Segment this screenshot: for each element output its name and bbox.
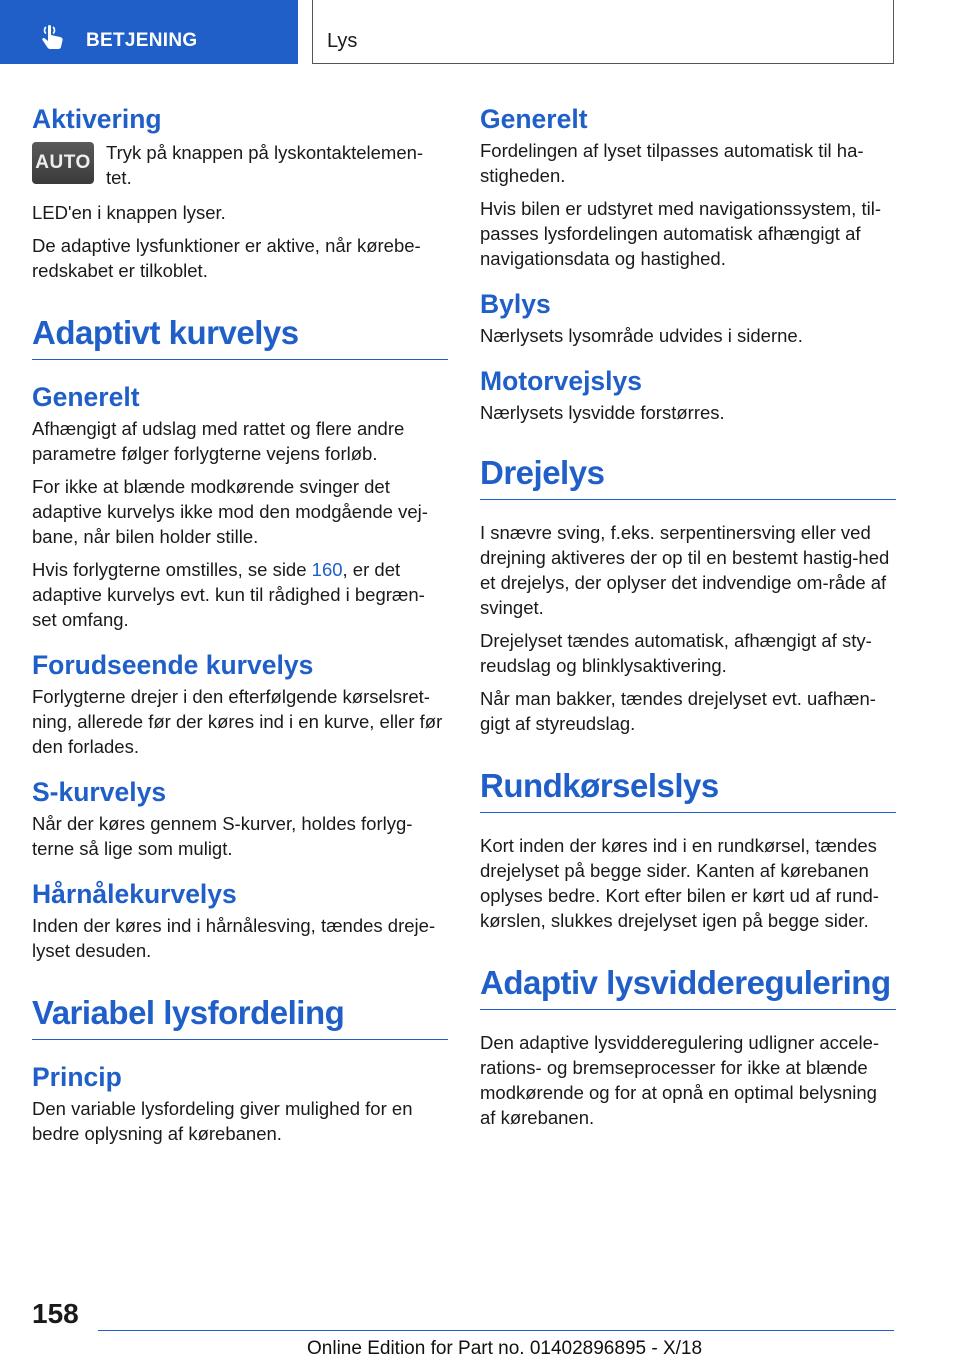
heading-forudseende-kurvelys: Forudseende kurvelys	[32, 650, 314, 680]
paragraph: Den variable lysfordeling giver mulighed for en bedre oplysning af kørebanen.	[32, 1098, 413, 1144]
text: , er det adaptive kurvelys evt. kun til rådighed i begræn-set omfang.	[32, 559, 425, 630]
section-tab[interactable]	[0, 0, 298, 64]
title-variabel-lysfordeling: Variabel lysfordeling	[32, 989, 448, 1040]
chapter-header	[312, 0, 894, 64]
heading-generelt: Generelt	[480, 104, 588, 134]
heading-haarnaalekurvelys: Hårnålekurvelys	[32, 879, 237, 909]
heading-motorvejslys: Motorvejslys	[480, 366, 643, 396]
footer-edition: Online Edition for Part no. 01402896895 - X/18	[307, 1338, 703, 1359]
heading-generelt: Generelt	[32, 382, 140, 412]
heading-bylys: Bylys	[480, 289, 551, 319]
paragraph: Den adaptive lysvidderegulering udligner accele-rations- og bremseprocesser for ikke at blænde modkørende og for at opnå en optimal belysning af kørebanen.	[480, 1032, 880, 1128]
section-label: BETJENING	[86, 30, 198, 51]
left-column	[32, 100, 448, 1154]
heading-princip: Princip	[32, 1062, 122, 1092]
title-adaptiv-lysvidderegulering: Adaptiv lysvidderegulering	[480, 959, 896, 1010]
title-drejelys: Drejelys	[480, 449, 896, 500]
chapter-label: Lys	[327, 30, 358, 52]
page-link[interactable]: 160	[311, 559, 343, 580]
page-number: 158	[32, 1298, 79, 1329]
paragraph: Tryk på knappen på lyskontaktelemen-tet.	[106, 142, 424, 188]
paragraph: Når der køres gennem S-kurver, holdes forlyg-terne så lige som muligt.	[32, 813, 413, 859]
title-adaptivt-kurvelys: Adaptivt kurvelys	[32, 309, 448, 360]
paragraph: Hvis bilen er udstyret med navigationssystem, til-passes lysfordelingen automatisk afhængigt af navigationsdata og hastighed.	[480, 198, 881, 269]
title-rundkoerselslys: Rundkørselslys	[480, 762, 896, 813]
text: Hvis forlygterne omstilles, se side	[32, 559, 312, 580]
paragraph: Kort inden der køres ind i en rundkørsel, tændes drejelyset på begge sider. Kanten af kørebanen oplyses bedre. Kort efter bilen er kørt ud af rund-kørslen, slukkes drejelyset igen på begge sider.	[480, 835, 879, 931]
heading-aktivering: Aktivering	[32, 104, 162, 134]
paragraph: For ikke at blænde modkørende svinger det adaptive kurvelys ikke mod den modgående vej-bane, når bilen holder stille.	[32, 476, 428, 547]
auto-button-row	[32, 140, 448, 190]
paragraph: Drejelyset tændes automatisk, afhængigt af sty-reudslag og blinklysaktivering.	[480, 630, 872, 676]
paragraph: LED'en i knappen lyser.	[32, 202, 226, 223]
paragraph: Nærlysets lysområde udvides i siderne.	[480, 325, 803, 346]
footer-divider	[98, 1330, 894, 1331]
paragraph: Inden der køres ind i hårnålesving, tændes dreje-lyset desuden.	[32, 915, 436, 961]
paragraph	[32, 557, 448, 632]
paragraph: I snævre sving, f.eks. serpentinersving eller ved drejning aktiveres der op til en bestemt hastig-hed et drejelys, der oplyser det indvendige om-råde af svinget.	[480, 522, 890, 618]
heading-s-kurvelys: S-kurvelys	[32, 777, 167, 807]
hand-pointer-icon	[40, 24, 66, 50]
auto-button-icon: AUTO	[32, 142, 94, 184]
paragraph: De adaptive lysfunktioner er aktive, når kørebe-redskabet er tilkoblet.	[32, 235, 421, 281]
paragraph: Nærlysets lysvidde forstørres.	[480, 402, 725, 423]
paragraph: Når man bakker, tændes drejelyset evt. uafhæn-gigt af styreudslag.	[480, 688, 876, 734]
paragraph: Fordelingen af lyset tilpasses automatisk til ha-stigheden.	[480, 140, 864, 186]
paragraph: Afhængigt af udslag med rattet og flere andre parametre følger forlygterne vejens forløb.	[32, 418, 405, 464]
right-column	[480, 100, 896, 1138]
paragraph: Forlygterne drejer i den efterfølgende kørselsret-ning, allerede før der køres ind i en kurve, eller før den forlades.	[32, 686, 443, 757]
